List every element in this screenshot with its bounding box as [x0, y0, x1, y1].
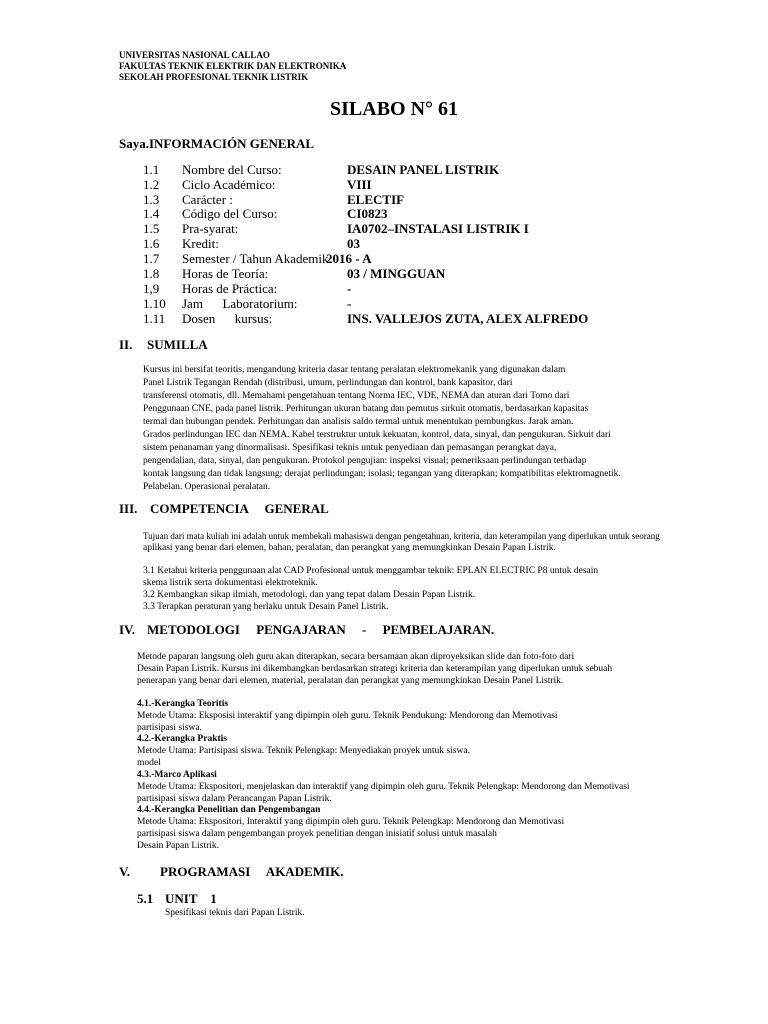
block-title: 4.4.-Kerangka Penelitian dan Pengembangan	[137, 805, 321, 815]
text-line: Desain Papan Listrik. Kursus ini dikembangkan berdasarkan strategi kriteria dan keterampilan yang diperlukan untuk sebuah	[137, 664, 613, 674]
section-number: V.	[119, 864, 130, 879]
row-label: Horas de Teoría:	[182, 266, 269, 281]
section-number: II.	[119, 337, 133, 352]
section-number: III.	[119, 501, 138, 516]
info-row	[0, 236, 768, 251]
header-line: SEKOLAH PROFESIONAL TEKNIK LISTRIK	[119, 72, 309, 82]
info-row	[0, 162, 768, 177]
section-heading: COMPETENCIA GENERAL	[150, 501, 329, 516]
row-value: ELECTIF	[347, 192, 405, 207]
info-row	[0, 281, 768, 296]
list-item: 3.3 Terapkan peraturan yang berlaku untuk Desain Panel Listrik.	[143, 602, 389, 612]
info-row	[0, 177, 768, 192]
document-title: SILABO N° 61	[330, 98, 459, 120]
text-line: Metode paparan langsung oleh guru akan diterapkan, secara bersamaan akan diproyeksikan slide dan foto-foto dari	[137, 652, 575, 662]
row-label: Horas de Práctica:	[182, 281, 278, 296]
header-line: FAKULTAS TEKNIK ELEKTRIK DAN ELEKTRONIKA	[119, 61, 347, 71]
block-title: 4.3.-Marco Aplikasi	[137, 770, 217, 780]
text-line: kontak langsung dan tidak langsung; derajat perlindungan; isolasi; tegangan yang diterapkan; kompatibilitas elektromagnetik.	[143, 469, 621, 479]
text-line: Kursus ini bersifat teoritis, mengandung kriteria dasar tentang peralatan elektromekanik yang digunakan dalam	[143, 365, 566, 375]
row-number: 1.8	[143, 266, 160, 281]
row-value: -	[347, 281, 352, 296]
row-number: 1.7	[143, 251, 160, 266]
row-number: 1,9	[143, 281, 160, 296]
text-line: Desain Papan Listrik.	[137, 841, 220, 851]
text-line: Metode Utama: Eksposisi interaktif yang dipimpin oleh guru. Teknik Pendukung: Mendorong dan Memotivasi	[137, 711, 558, 721]
row-number: 1.6	[143, 236, 160, 251]
text-line: Penggunaan CNE, pada panel listrik. Perhitungan ukuran batang dan pemutus sirkuit otomatis, berdasarkan kapasitas	[143, 404, 589, 414]
row-value: INS. VALLEJOS ZUTA, ALEX ALFREDO	[347, 311, 589, 326]
row-number: 1.10	[143, 296, 166, 311]
row-value: CI0823	[347, 206, 388, 221]
text-line: transferensi otomatis, dll. Memahami pengetahuan tentang Norma IEC, VDE, NEMA dan aturan dari Tomo dari	[143, 391, 570, 401]
section-heading: METODOLOGI PENGAJARAN - PEMBELAJARAN.	[147, 622, 495, 637]
unit-description: Spesifikasi teknis dari Papan Listrik.	[165, 908, 305, 918]
text-line: termal dan hubungan pendek. Perhitungan dan analisis saldo termal untuk menentukan pembungkus. Jarak aman.	[143, 417, 574, 427]
unit-title: UNIT 1	[165, 891, 217, 906]
text-line: sistem penanaman yang dinormalisasi. Spesifikasi teknis untuk penyediaan dan pemasangan perangkat daya,	[143, 443, 557, 453]
text-line: penerapan yang benar dari elemen, material, peralatan dan perangkat yang memungkinkan Desain Panel Listrik.	[137, 676, 564, 686]
section-heading: SUMILLA	[147, 337, 208, 352]
row-label: Nombre del Curso:	[182, 162, 282, 177]
row-number: 1.4	[143, 206, 160, 221]
row-value: VIII	[347, 177, 372, 192]
row-label: Carácter :	[182, 192, 233, 207]
row-label: Semester / Tahun Akademik:	[182, 251, 333, 266]
row-number: 1.1	[143, 162, 160, 177]
row-value: 03	[347, 236, 360, 251]
text-line: pengendalian, data, sinyal, dan pengukuran. Protokol pengujian: inspeksi visual; pemeriksaan perlindungan terhadap	[143, 456, 587, 466]
info-row	[0, 221, 768, 236]
info-row	[0, 296, 768, 311]
text-line: aplikasi yang benar dari elemen, bahan, peralatan, dan perangkat yang memungkinkan Desain Papan Listrik.	[143, 543, 556, 553]
text-line: Pelabelan. Operasional peralatan.	[143, 482, 271, 492]
text-line: partisipasi siswa.	[137, 723, 202, 733]
row-label: Ciclo Académico:	[182, 177, 276, 192]
row-value: DESAIN PANEL LISTRIK	[347, 162, 500, 177]
text-line: Metode Utama: Partisipasi siswa. Teknik Pelengkap: Menyediakan proyek untuk siswa.	[137, 746, 470, 756]
block-title: 4.2.-Kerangka Praktis	[137, 734, 227, 744]
text-line: Grados perlindungan IEC dan NEMA. Kabel terstruktur untuk kekuatan, kontrol, data, sinyal, dan pengukuran. Sirkuit dari	[143, 430, 611, 440]
info-row	[0, 266, 768, 281]
row-number: 1.3	[143, 192, 160, 207]
info-row	[0, 192, 768, 207]
row-value: IA0702–INSTALASI LISTRIK I	[347, 221, 529, 236]
section-heading: Saya.INFORMACIÓN GENERAL	[119, 136, 315, 151]
info-row	[0, 251, 768, 266]
row-number: 1.5	[143, 221, 160, 236]
row-value: -	[347, 296, 352, 311]
section-heading: PROGRAMASI AKADEMIK.	[160, 864, 344, 879]
row-number: 1.11	[143, 311, 166, 326]
row-label: Código del Curso:	[182, 206, 278, 221]
info-row	[0, 311, 768, 326]
text-line: Tujuan dari mata kuliah ini adalah untuk membekali mahasiswa dengan pengetahuan, kriteria, dan keterampilan yang diperlukan untuk seorang	[143, 531, 660, 541]
text-line: Metode Utama: Ekspositori, menjelaskan dan interaktif yang dipimpin oleh guru. Teknik Pelengkap: Mendorong dan Memotivasi	[137, 782, 630, 792]
list-item: 3.1 Ketahui kriteria penggunaan alat CAD Profesional untuk menggambar teknik: EPLAN ELECTRIC P8 untuk desain	[143, 566, 599, 576]
list-item: 3.2 Kembangkan sikap ilmiah, metodologi, dan yang tepat dalam Desain Papan Listrik.	[143, 590, 476, 600]
row-label: Dosen kursus:	[182, 311, 273, 326]
row-number: 1.2	[143, 177, 160, 192]
unit-number: 5.1	[137, 891, 154, 906]
row-value: 2016 - A	[326, 251, 372, 266]
text-line: Metode Utama: Ekspositori, Interaktif yang dipimpin oleh guru. Teknik Pelengkap: Mendorong dan Memotivasi	[137, 817, 565, 827]
text-line: model	[137, 758, 161, 768]
row-label: Jam Laboratorium:	[182, 296, 298, 311]
info-row	[0, 206, 768, 221]
block-title: 4.1.-Kerangka Teoritis	[137, 699, 229, 709]
section-number: IV.	[119, 622, 136, 637]
text-line: Panel Listrik Tegangan Rendah (distribusi, umum, perlindungan dan kontrol, bank kapasitor, dari	[143, 378, 513, 388]
text-line: partisipasi siswa dalam pengembangan proyek penelitian dengan inisiatif solusi untuk masalah	[137, 829, 497, 839]
header-line: UNIVERSITAS NASIONAL CALLAO	[119, 50, 270, 60]
list-item: skema listrik serta dokumentasi elektroteknik.	[143, 578, 318, 588]
text-line: partisipasi siswa dalam Perancangan Papan Listrik.	[137, 794, 332, 804]
row-label: Pra-syarat:	[182, 221, 239, 236]
row-label: Kredit:	[182, 236, 219, 251]
row-value: 03 / MINGGUAN	[347, 266, 446, 281]
